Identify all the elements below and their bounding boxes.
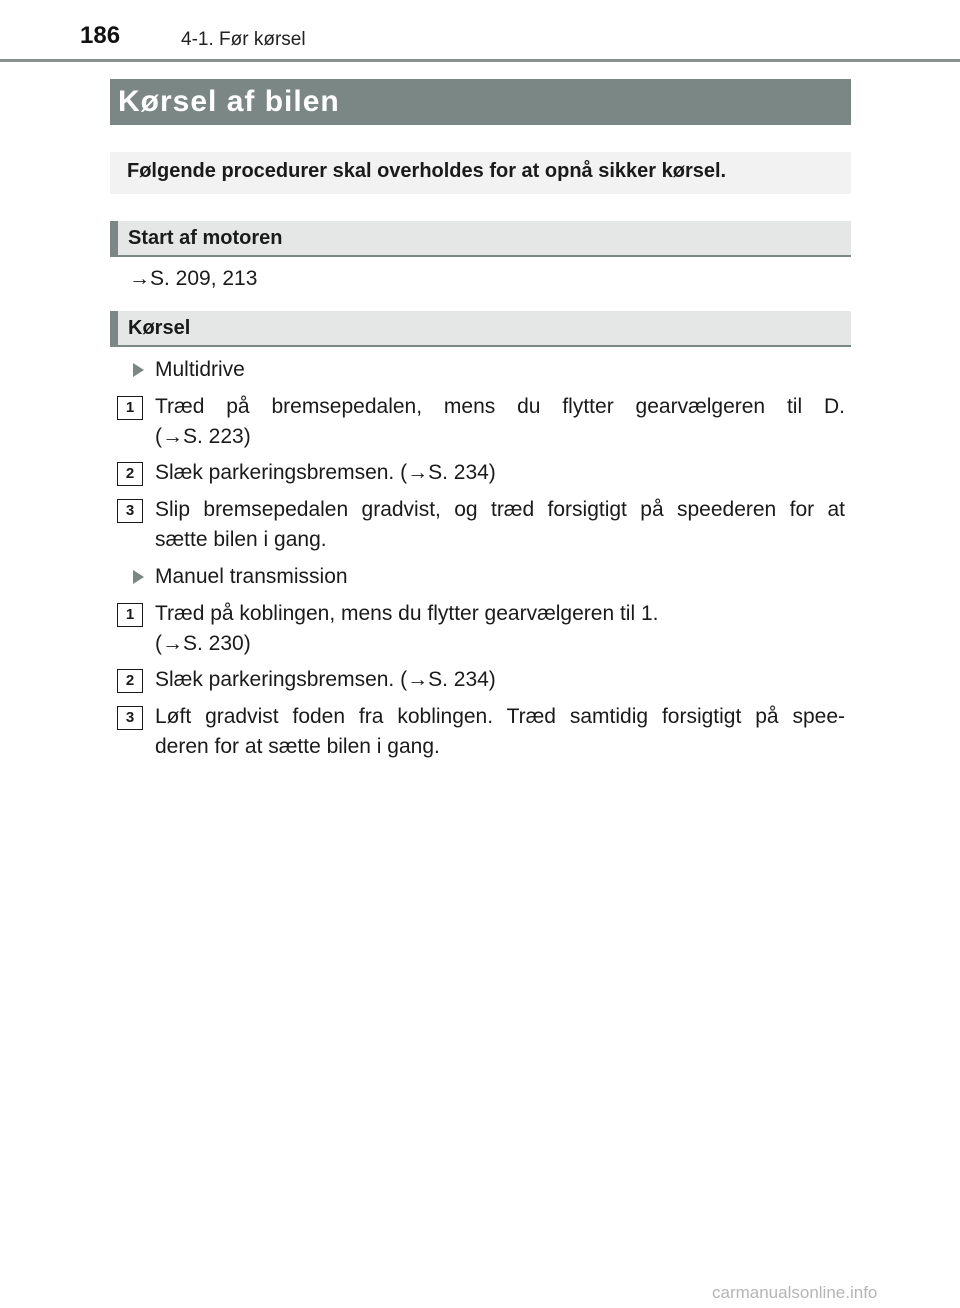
multidrive-step-3-line-2: sætte bilen i gang.: [155, 528, 327, 551]
triangle-bullet-icon: [133, 570, 144, 584]
intro-text: Følgende procedurer skal overholdes for at opnå sikker kørsel.: [127, 160, 727, 182]
start-engine-reference: →S. 209, 213: [129, 267, 258, 290]
triangle-bullet-icon: [133, 363, 144, 377]
subheading-start-engine: [110, 221, 851, 257]
manual-step-1-line-1: Træd på koblingen, mens du flytter gearvælgeren til 1.: [155, 602, 659, 625]
step-number-badge: 2: [117, 669, 143, 693]
page-title: Kørsel af bilen: [118, 85, 340, 118]
manual-step-1-line-2: (→S. 230): [155, 632, 251, 655]
multidrive-step-2-line-1: Slæk parkeringsbremsen. (→S. 234): [155, 461, 496, 484]
subheading-driving: [110, 311, 851, 347]
step-number-badge: 3: [117, 706, 143, 730]
subheading-driving-label: Kørsel: [128, 317, 191, 339]
step-number-badge: 1: [117, 603, 143, 627]
page-header: [0, 0, 960, 64]
page-title-bar: [110, 79, 851, 125]
manual-step-3-line-1: Løft gradvist foden fra koblingen. Træd samtidig forsigtigt på spee-: [155, 705, 845, 728]
multidrive-step-1-line-2: (→S. 223): [155, 425, 251, 448]
header-divider: [0, 59, 960, 62]
step-number-badge: 1: [117, 396, 143, 420]
subheading-start-engine-label: Start af motoren: [128, 227, 283, 249]
intro-box: [110, 152, 851, 194]
watermark: carmanualsonline.info: [712, 1283, 878, 1302]
manual-step-2-line-1: Slæk parkeringsbremsen. (→S. 234): [155, 668, 496, 691]
manual-step-3-line-2: deren for at sætte bilen i gang.: [155, 735, 440, 758]
multidrive-step-1-line-1: Træd på bremsepedalen, mens du flytter gearvælgeren til D.: [155, 395, 845, 418]
multidrive-label: Multidrive: [155, 358, 245, 381]
section-path: 4-1. Før kørsel: [181, 29, 306, 50]
step-number-badge: 2: [117, 462, 143, 486]
page-number: 186: [80, 22, 121, 49]
step-number-badge: 3: [117, 499, 143, 523]
manual-label: Manuel transmission: [155, 565, 348, 588]
multidrive-step-3-line-1: Slip bremsepedalen gradvist, og træd forsigtigt på speederen for at: [155, 498, 845, 521]
